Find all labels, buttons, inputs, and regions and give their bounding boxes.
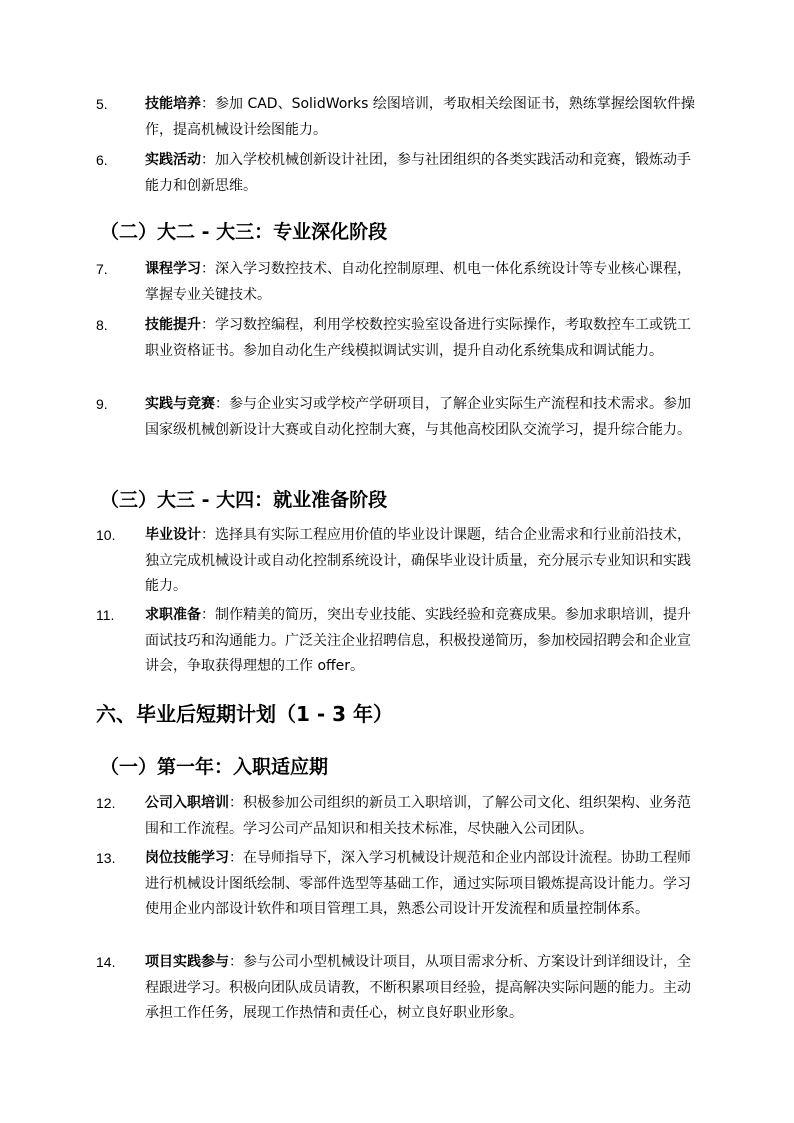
- chapter-heading: 六、毕业后短期计划（1 - 3 年）: [96, 702, 394, 726]
- list-number: 13.: [96, 850, 116, 866]
- item-label: 技能提升: [145, 317, 201, 333]
- section-heading: （二）大二 - 大三：专业深化阶段: [100, 221, 388, 243]
- list-text: [145, 523, 701, 600]
- item-label: 求职准备: [145, 607, 201, 623]
- section-heading: （一）第一年：入职适应期: [100, 756, 329, 778]
- item-label: 岗位技能学习: [145, 850, 229, 866]
- item-label: 实践与竞赛: [145, 396, 215, 412]
- list-text: [145, 846, 701, 923]
- list-text: [145, 257, 701, 308]
- item-label: 课程学习: [145, 261, 201, 277]
- item-label: 项目实践参与: [145, 954, 229, 970]
- item-body: ：学习数控编程，利用学校数控实验室设备进行实际操作，考取数控车工或铣工职业资格证书。参加自动化生产线模拟调试实训，提升自动化系统集成和调试能力。: [145, 317, 691, 359]
- list-number: 14.: [96, 954, 116, 970]
- item-body: ：选择具有实际工程应用价值的毕业设计课题，结合企业需求和行业前沿技术，独立完成机械设计或自动化控制系统设计，确保毕业设计质量，充分展示专业知识和实践能力。: [145, 527, 691, 594]
- list-text: [145, 791, 701, 842]
- item-label: 实践活动: [145, 152, 201, 168]
- item-label: 毕业设计: [145, 527, 201, 543]
- list-number: 8.: [96, 317, 108, 333]
- list-text: [145, 92, 701, 143]
- item-label: 技能培养: [145, 96, 201, 112]
- item-body: ：深入学习数控技术、自动化控制原理、机电一体化系统设计等专业核心课程，掌握专业关键技术。: [145, 261, 691, 303]
- item-body: ：加入学校机械创新设计社团，参与社团组织的各类实践活动和竞赛，锻炼动手能力和创新思维。: [145, 152, 691, 194]
- list-number: 6.: [96, 152, 108, 168]
- list-text: [145, 950, 701, 1027]
- list-number: 10.: [96, 527, 116, 543]
- list-text: [145, 313, 701, 364]
- section-heading: （三）大三 - 大四：就业准备阶段: [100, 489, 388, 511]
- item-body: ：参与公司小型机械设计项目，从项目需求分析、方案设计到详细设计，全程跟进学习。积极向团队成员请教，不断积累项目经验，提高解决实际问题的能力。主动承担工作任务，展现工作热情和责任心，树立良好职业形象。: [145, 954, 691, 1021]
- item-body: ：参加 CAD、SolidWorks 绘图培训，考取相关绘图证书，熟练掌握绘图软件操作，提高机械设计绘图能力。: [145, 96, 695, 138]
- list-number: 7.: [96, 261, 108, 277]
- item-label: 公司入职培训: [145, 795, 229, 811]
- list-text: [145, 603, 701, 680]
- item-body: ：在导师指导下，深入学习机械设计规范和企业内部设计流程。协助工程师进行机械设计图纸绘制、零部件选型等基础工作，通过实际项目锻炼提高设计能力。学习使用企业内部设计软件和项目管理工具，熟悉公司设计开发流程和质量控制体系。: [145, 850, 691, 917]
- list-text: [145, 148, 701, 199]
- item-body: ：参与企业实习或学校产学研项目，了解企业实际生产流程和技术需求。参加国家级机械创新设计大赛或自动化控制大赛，与其他高校团队交流学习，提升综合能力。: [145, 396, 691, 438]
- item-body: ：制作精美的简历，突出专业技能、实践经验和竞赛成果。参加求职培训，提升面试技巧和沟通能力。广泛关注企业招聘信息，积极投递简历，参加校园招聘会和企业宣讲会，争取获得理想的工作 offer。: [145, 607, 691, 674]
- list-number: 5.: [96, 96, 108, 112]
- list-text: [145, 392, 701, 443]
- list-number: 12.: [96, 795, 116, 811]
- list-number: 11.: [96, 607, 115, 623]
- item-body: ：积极参加公司组织的新员工入职培训，了解公司文化、组织架构、业务范围和工作流程。学习公司产品知识和相关技术标准，尽快融入公司团队。: [145, 795, 691, 837]
- list-number: 9.: [96, 396, 108, 412]
